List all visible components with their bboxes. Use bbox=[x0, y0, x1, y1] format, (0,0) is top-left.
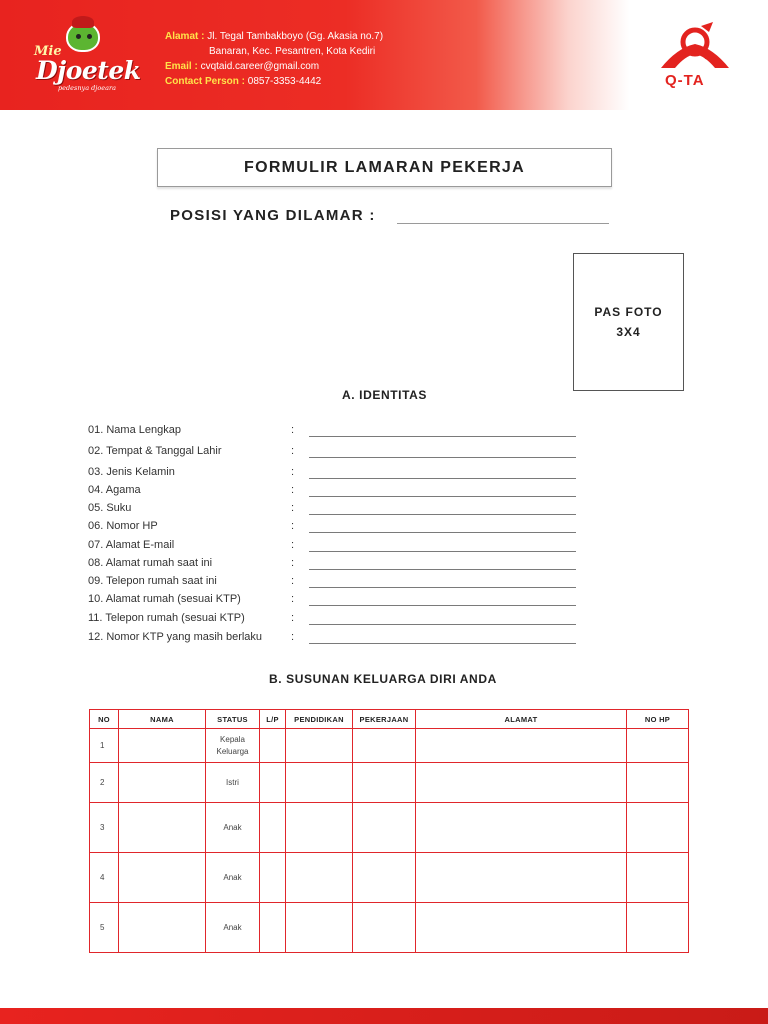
header-banner bbox=[0, 0, 768, 110]
identity-field-input-line[interactable] bbox=[309, 624, 576, 625]
email-value: cvqtaid.career@gmail.com bbox=[200, 61, 320, 72]
identity-field-label: 09. Telepon rumah saat ini bbox=[88, 575, 217, 587]
qta-logo-icon bbox=[655, 20, 735, 76]
qta-logo-text: Q-TA bbox=[665, 72, 705, 89]
cell-nohp[interactable] bbox=[627, 803, 689, 853]
photo-label-line-2: 3X4 bbox=[616, 325, 641, 339]
cell-nohp[interactable] bbox=[627, 763, 689, 803]
row-status: Kepala Keluarga bbox=[206, 729, 260, 763]
cell-pendidikan[interactable] bbox=[286, 853, 353, 903]
identity-field-colon: : bbox=[291, 575, 295, 587]
cell-nama[interactable] bbox=[119, 903, 206, 953]
cell-lp[interactable] bbox=[260, 763, 286, 803]
position-applied-label: POSISI YANG DILAMAR : bbox=[170, 207, 376, 224]
photo-box[interactable] bbox=[573, 253, 684, 391]
identity-field-row bbox=[88, 612, 578, 628]
identity-field-row bbox=[88, 631, 578, 647]
cell-pekerjaan[interactable] bbox=[353, 803, 416, 853]
qta-logo bbox=[655, 20, 735, 94]
cell-lp[interactable] bbox=[260, 853, 286, 903]
identity-field-colon: : bbox=[291, 557, 295, 569]
col-header-lp: L/P bbox=[260, 710, 286, 729]
cell-pekerjaan[interactable] bbox=[353, 903, 416, 953]
identity-field-colon: : bbox=[291, 631, 295, 643]
cell-nohp[interactable] bbox=[627, 903, 689, 953]
identity-field-label: 07. Alamat E-mail bbox=[88, 539, 175, 551]
identity-field-row bbox=[88, 557, 578, 573]
identity-field-label: 10. Alamat rumah (sesuai KTP) bbox=[88, 593, 241, 605]
col-header-pekerjaan: PEKERJAAN bbox=[353, 710, 416, 729]
cell-lp[interactable] bbox=[260, 803, 286, 853]
identity-field-label: 06. Nomor HP bbox=[88, 520, 158, 532]
contact-info bbox=[165, 29, 383, 89]
cell-lp[interactable] bbox=[260, 729, 286, 763]
cell-pekerjaan[interactable] bbox=[353, 853, 416, 903]
cell-nohp[interactable] bbox=[627, 853, 689, 903]
identity-field-row bbox=[88, 520, 578, 536]
table-row bbox=[90, 853, 689, 903]
cell-nama[interactable] bbox=[119, 763, 206, 803]
cell-alamat[interactable] bbox=[416, 763, 627, 803]
col-header-no: NO bbox=[90, 710, 119, 729]
email-key: Email : bbox=[165, 61, 198, 72]
address-line-2: Banaran, Kec. Pesantren, Kota Kediri bbox=[209, 46, 376, 57]
footer-bar bbox=[0, 1008, 768, 1024]
identity-field-label: 11. Telepon rumah (sesuai KTP) bbox=[88, 612, 245, 624]
identity-field-row bbox=[88, 424, 578, 440]
identity-field-input-line[interactable] bbox=[309, 436, 576, 437]
cell-alamat[interactable] bbox=[416, 903, 627, 953]
row-status: Anak bbox=[206, 903, 260, 953]
identity-field-label: 12. Nomor KTP yang masih berlaku bbox=[88, 631, 263, 643]
cell-nama[interactable] bbox=[119, 803, 206, 853]
identity-field-colon: : bbox=[291, 539, 295, 551]
cell-pendidikan[interactable] bbox=[286, 729, 353, 763]
contact-person-key: Contact Person : bbox=[165, 76, 246, 87]
identity-field-input-line[interactable] bbox=[309, 551, 576, 552]
identity-field-label: 03. Jenis Kelamin bbox=[88, 466, 175, 478]
family-table bbox=[89, 709, 689, 953]
identity-field-colon: : bbox=[291, 466, 295, 478]
address-key: Alamat : bbox=[165, 31, 205, 42]
row-status: Anak bbox=[206, 803, 260, 853]
contact-person-value: 0857-3353-4442 bbox=[247, 76, 322, 87]
row-status: Istri bbox=[206, 763, 260, 803]
identity-field-row bbox=[88, 445, 578, 461]
row-status: Anak bbox=[206, 853, 260, 903]
table-row bbox=[90, 803, 689, 853]
mie-djoetek-logo bbox=[30, 18, 140, 98]
cell-pekerjaan[interactable] bbox=[353, 763, 416, 803]
identity-field-colon: : bbox=[291, 424, 295, 436]
identity-field-input-line[interactable] bbox=[309, 478, 576, 479]
table-row bbox=[90, 729, 689, 763]
cell-lp[interactable] bbox=[260, 903, 286, 953]
cell-nama[interactable] bbox=[119, 729, 206, 763]
identity-field-label: 08. Alamat rumah saat ini bbox=[88, 557, 213, 569]
col-header-nama: NAMA bbox=[119, 710, 206, 729]
position-applied-field[interactable] bbox=[397, 223, 609, 224]
identity-field-input-line[interactable] bbox=[309, 496, 576, 497]
row-no: 4 bbox=[90, 853, 119, 903]
family-table-header bbox=[90, 710, 689, 729]
identity-field-input-line[interactable] bbox=[309, 514, 576, 515]
row-no: 3 bbox=[90, 803, 119, 853]
cell-alamat[interactable] bbox=[416, 729, 627, 763]
cell-nama[interactable] bbox=[119, 853, 206, 903]
identity-field-label: 04. Agama bbox=[88, 484, 141, 496]
identity-field-label: 02. Tempat & Tanggal Lahir bbox=[88, 445, 222, 457]
identity-field-input-line[interactable] bbox=[309, 532, 576, 533]
cell-pendidikan[interactable] bbox=[286, 803, 353, 853]
col-header-status: STATUS bbox=[206, 710, 260, 729]
col-header-nohp: NO HP bbox=[627, 710, 689, 729]
identity-field-row bbox=[88, 575, 578, 591]
cell-nohp[interactable] bbox=[627, 729, 689, 763]
identity-field-row bbox=[88, 484, 578, 500]
col-header-alamat: ALAMAT bbox=[416, 710, 627, 729]
identity-field-label: 01. Nama Lengkap bbox=[88, 424, 181, 436]
identity-field-colon: : bbox=[291, 612, 295, 624]
table-row bbox=[90, 903, 689, 953]
form-title: FORMULIR LAMARAN PEKERJA bbox=[157, 148, 612, 187]
identity-field-colon: : bbox=[291, 520, 295, 532]
identity-field-colon: : bbox=[291, 445, 295, 457]
identity-field-row bbox=[88, 466, 578, 482]
identity-field-input-line[interactable] bbox=[309, 643, 576, 644]
cell-pekerjaan[interactable] bbox=[353, 729, 416, 763]
identity-section-title: A. IDENTITAS bbox=[342, 388, 427, 402]
identity-field-input-line[interactable] bbox=[309, 605, 576, 606]
identity-field-label: 05. Suku bbox=[88, 502, 132, 514]
identity-field-colon: : bbox=[291, 484, 295, 496]
address-line-1: Jl. Tegal Tambakboyo (Gg. Akasia no.7) bbox=[207, 31, 384, 42]
identity-field-input-line[interactable] bbox=[309, 587, 576, 588]
row-no: 2 bbox=[90, 763, 119, 803]
identity-field-input-line[interactable] bbox=[309, 457, 576, 458]
identity-field-input-line[interactable] bbox=[309, 569, 576, 570]
family-section-title: B. SUSUNAN KELUARGA DIRI ANDA bbox=[269, 672, 497, 686]
cell-alamat[interactable] bbox=[416, 853, 627, 903]
cell-alamat[interactable] bbox=[416, 803, 627, 853]
logo-tagline: pedesnya djoeara bbox=[58, 84, 116, 92]
chili-mascot-icon bbox=[66, 22, 100, 52]
identity-field-colon: : bbox=[291, 502, 295, 514]
identity-field-row bbox=[88, 593, 578, 609]
cell-pendidikan[interactable] bbox=[286, 763, 353, 803]
table-row bbox=[90, 763, 689, 803]
photo-label-line-1: PAS FOTO bbox=[594, 305, 663, 319]
col-header-pendidikan: PENDIDIKAN bbox=[286, 710, 353, 729]
logo-name: Djoetek bbox=[36, 56, 141, 85]
row-no: 5 bbox=[90, 903, 119, 953]
logo-top-text: Mie bbox=[34, 44, 62, 59]
identity-field-colon: : bbox=[291, 593, 295, 605]
cell-pendidikan[interactable] bbox=[286, 903, 353, 953]
row-no: 1 bbox=[90, 729, 119, 763]
identity-field-row bbox=[88, 539, 578, 555]
identity-field-row bbox=[88, 502, 578, 518]
